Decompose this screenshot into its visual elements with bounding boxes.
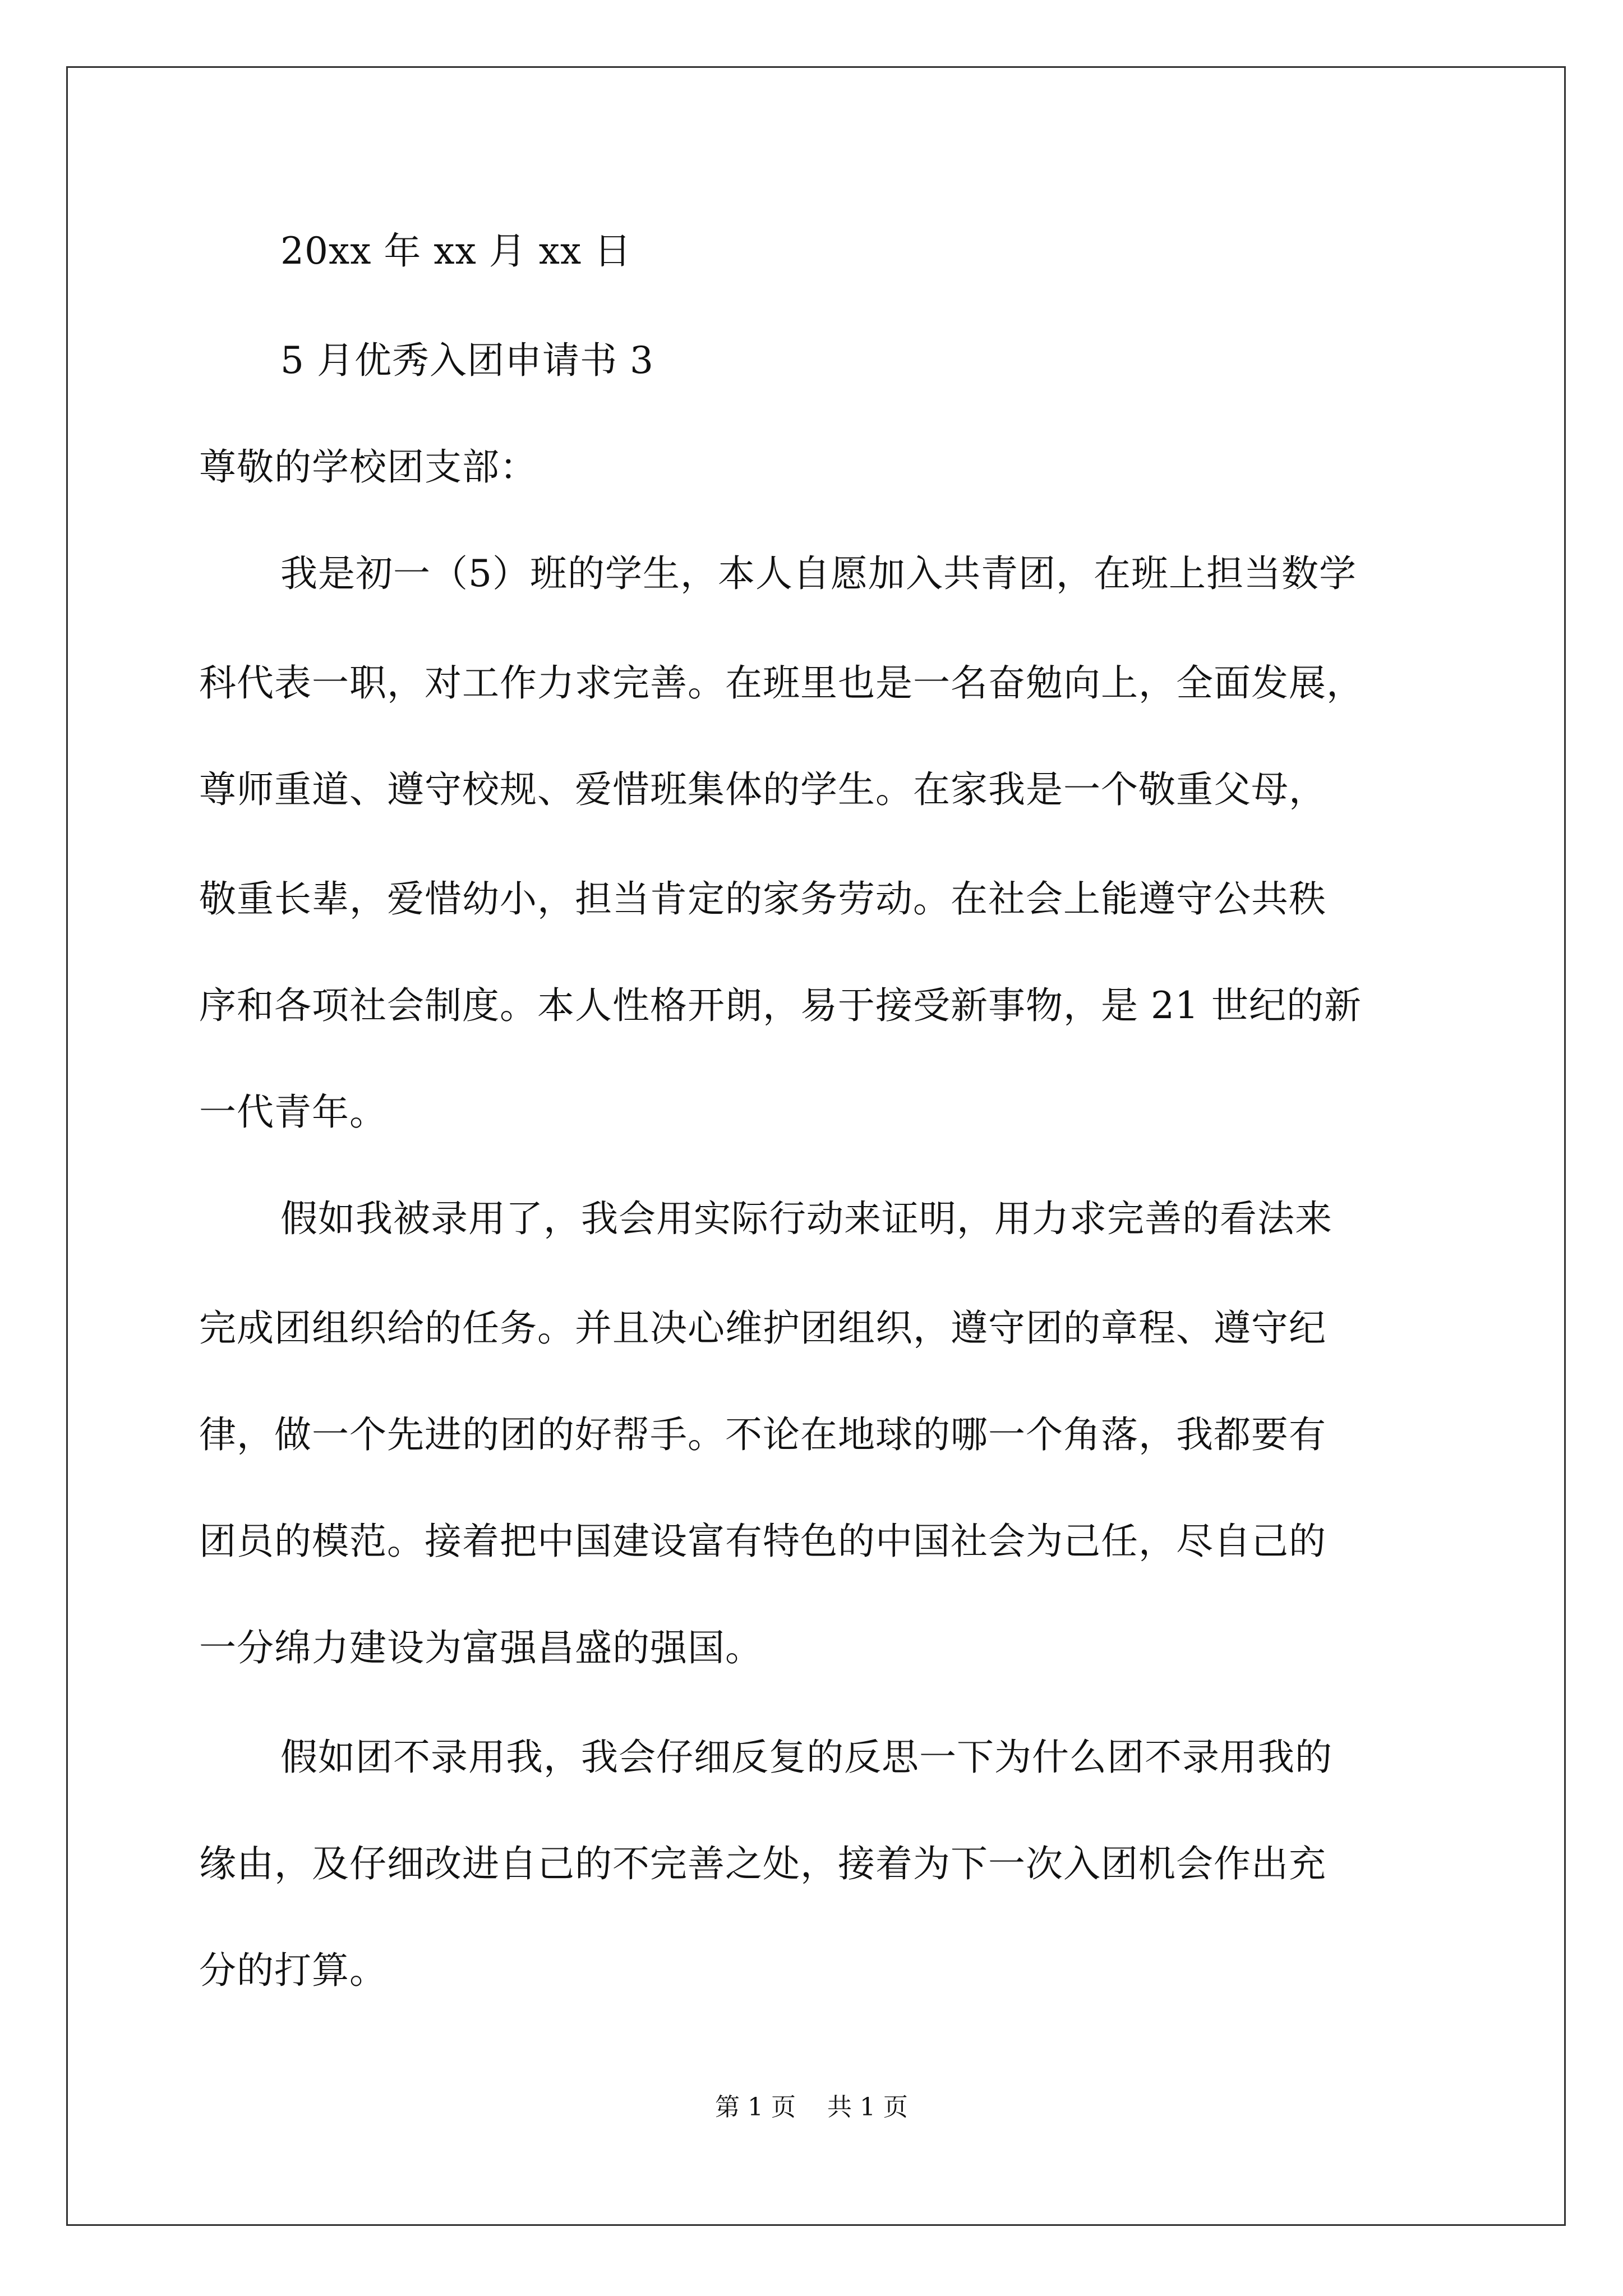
date-line: 20xx 年 xx 月 xx 日 <box>280 229 632 273</box>
paragraph-line: 完成团组织给的任务。并且决心维护团组织，遵守团的章程、遵守纪 <box>199 1306 1326 1350</box>
paragraph-line: 敬重长辈，爱惜幼小，担当肯定的家务劳动。在社会上能遵守公共秩 <box>199 877 1326 921</box>
paragraph-line: 团员的模范。接着把中国建设富有特色的中国社会为己任，尽自己的 <box>199 1520 1326 1563</box>
salutation: 尊敬的学校团支部： <box>199 445 537 489</box>
paragraph-line: 尊师重道、遵守校规、爱惜班集体的学生。在家我是一个敬重父母， <box>199 768 1326 811</box>
paragraph-line: 一分绵力建设为富强昌盛的强国。 <box>199 1626 763 1669</box>
paragraph-line: 假如我被录用了，我会用实际行动来证明，用力求完善的看法来 <box>280 1197 1332 1240</box>
paragraph-line: 假如团不录用我，我会仔细反复的反思一下为什么团不录用我的 <box>280 1736 1332 1779</box>
paragraph-line: 缘由，及仔细改进自己的不完善之处，接着为下一次入团机会作出充 <box>199 1842 1326 1885</box>
page-border <box>66 66 1566 2226</box>
paragraph-line: 分的打算。 <box>199 1949 387 1992</box>
paragraph-line: 律，做一个先进的团的好帮手。不论在地球的哪一个角落，我都要有 <box>199 1413 1326 1456</box>
paragraph-line: 一代青年。 <box>199 1091 387 1134</box>
paragraph-line: 我是初一（5）班的学生，本人自愿加入共青团，在班上担当数学 <box>280 552 1357 595</box>
paragraph-line: 科代表一职，对工作力求完善。在班里也是一名奋勉向上，全面发展， <box>199 661 1364 705</box>
paragraph-line: 序和各项社会制度。本人性格开朗，易于接受新事物，是 21 世纪的新 <box>199 984 1362 1027</box>
document-title: 5 月优秀入团申请书 3 <box>280 339 654 382</box>
page-number-footer: 第 1 页 共 1 页 <box>715 2093 908 2122</box>
